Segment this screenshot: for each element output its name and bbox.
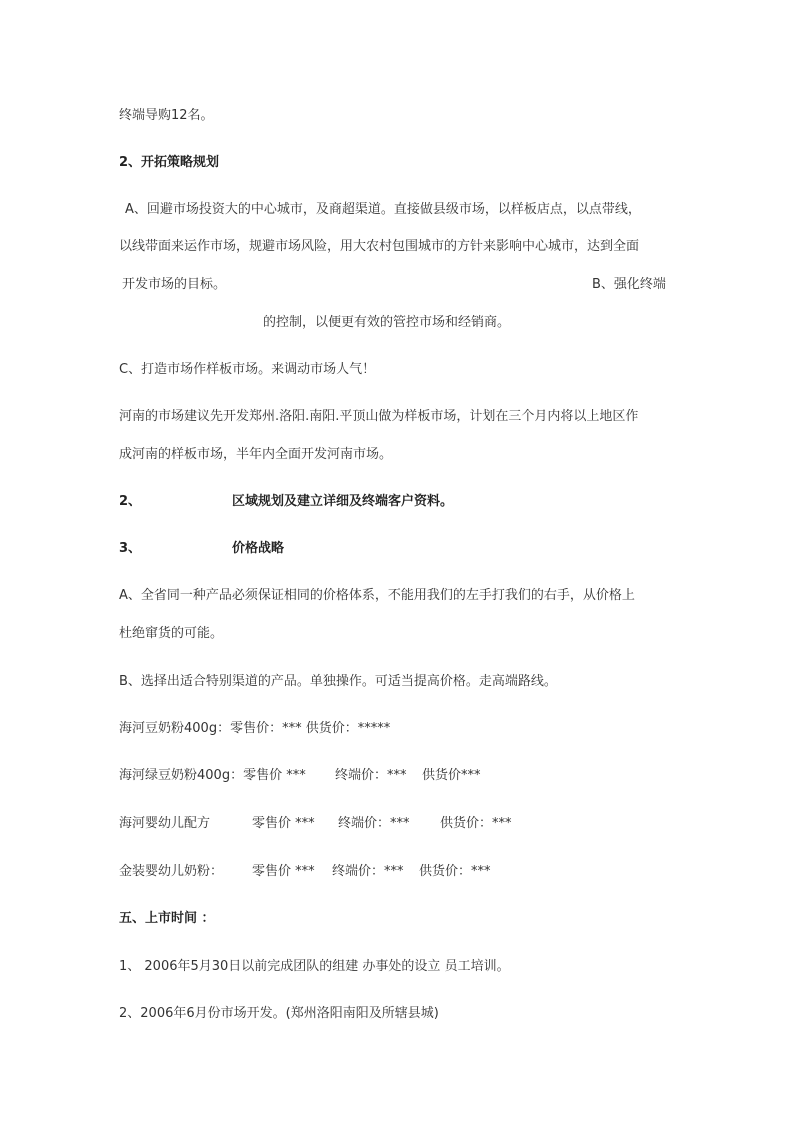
- supply-price: 供货价：***: [419, 864, 491, 879]
- retail-price: 零售价 ***: [252, 816, 315, 831]
- price-paragraph-b: B、选择出适合特别渠道的产品。单独操作。可适当提高价格。走高端路线。: [119, 674, 557, 689]
- heading-strategy-planning: 2、开拓策略规划: [119, 155, 220, 170]
- paragraph-a-line2: 以线带面来运作市场，规避市场风险，用大农村包围城市的方针来影响中心城市，达到全面: [119, 239, 640, 254]
- terminal-price: 终端价：***: [332, 864, 404, 879]
- terminal-price: 终端价：***: [335, 768, 407, 783]
- supply-price: 供货价：*****: [305, 721, 391, 736]
- retail-price: 零售价 ***: [243, 768, 306, 783]
- retail-price: 零售价 ***: [252, 864, 315, 879]
- paragraph-c: C、打造市场作样板市场。来调动市场人气！: [119, 362, 376, 377]
- price-paragraph-a-line2: 杜绝窜货的可能。: [119, 626, 224, 641]
- paragraph-henan-line1: 河南的市场建议先开发郑州.洛阳.南阳.平顶山做为样板市场，计划在三个月内将以上地区作: [119, 409, 639, 424]
- timeline-item-1: 1、 2006年5月30日以前完成团队的组建 办事处的设立 员工培训。: [119, 959, 510, 974]
- retail-price: 零售价：***: [230, 721, 302, 736]
- price-paragraph-a-line1: A、全省同一种产品必须保证相同的价格体系，不能用我们的左手打我们的右手，从价格上: [119, 588, 635, 603]
- paragraph-a-line1: A、回避市场投资大的中心城市，及商超渠道。直接做县级市场，以样板店点，以点带线，: [125, 202, 641, 217]
- terminal-price: 终端价：***: [338, 816, 410, 831]
- supply-price: 供货价***: [422, 768, 481, 783]
- paragraph-a-line3: 开发市场的目标。: [122, 277, 227, 292]
- section-3-heading: 价格战略: [232, 541, 285, 556]
- product-name: 海河绿豆奶粉400g：: [119, 768, 244, 783]
- section-3-number: 3、: [119, 541, 142, 556]
- product-row-4: 金装婴幼儿奶粉：: [119, 864, 224, 879]
- product-name: 海河豆奶粉400g：: [119, 721, 231, 736]
- section-2-heading: 区域规划及建立详细及终端客户资料。: [232, 494, 454, 509]
- product-row-2: [119, 767, 306, 785]
- supply-price: 供货价：***: [440, 816, 512, 831]
- paragraph-henan-line2: 成河南的样板市场，半年内全面开发河南市场。: [119, 447, 393, 462]
- section-2-number: 2、: [119, 494, 142, 509]
- paragraph-b-line1: B、强化终端: [592, 277, 666, 292]
- heading-launch-time: 五、上市时间 ：: [119, 911, 215, 926]
- product-row-1: [119, 720, 390, 738]
- product-row-3: 海河婴幼儿配方: [119, 816, 211, 831]
- paragraph-terminal-staff: 终端导购12名。: [119, 108, 214, 123]
- timeline-item-2: 2、2006年6月份市场开发。(郑州洛阳南阳及所辖县城): [119, 1006, 439, 1021]
- paragraph-b-line2: 的控制，以便更有效的管控市场和经销商。: [263, 315, 511, 330]
